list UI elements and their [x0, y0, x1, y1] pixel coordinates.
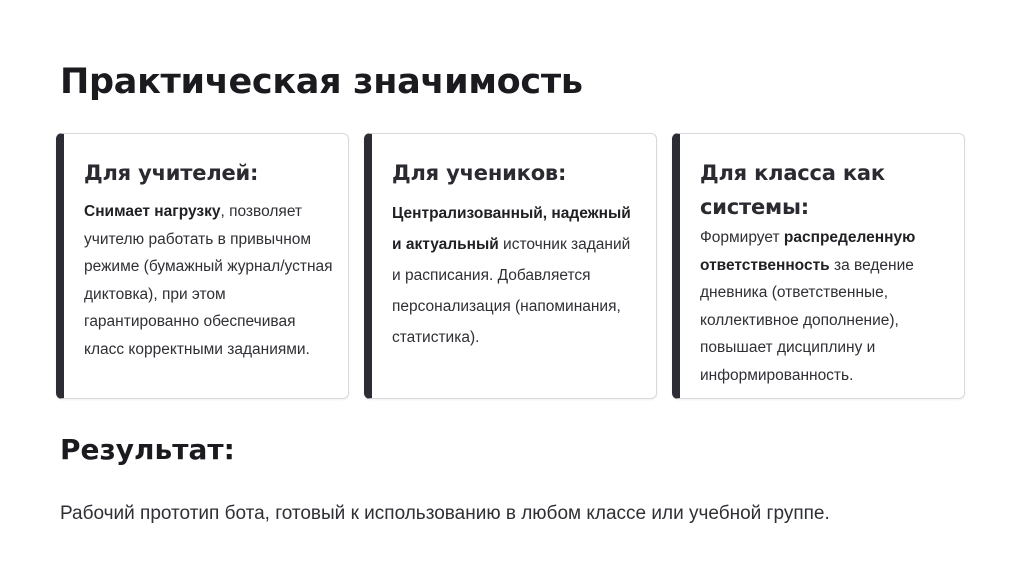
card-heading: Для учителей: [84, 161, 259, 185]
card-body-start: Формирует [700, 229, 784, 246]
card-body: , позволяет учителю работать в привычном режиме (бумажный журнал/устная диктовка), при этом гарантированно обеспечивая класс корректными заданиями. [84, 203, 333, 358]
card-heading: Для учеников: [392, 161, 567, 185]
card-body: источник заданий и расписания. Добавляется персонализация (напоминания, статистика). [392, 236, 631, 346]
card-students [364, 133, 657, 399]
card-text [392, 198, 642, 353]
card-body-end: за ведение дневника (ответственные, коллективное дополнение), повышает дисциплину и информированность. [700, 256, 914, 384]
card-bold-lead: Централизованный, надежный и актуальный [392, 205, 631, 253]
result-text: Рабочий прототип бота, готовый к использованию в любом классе или учебной группе. [60, 503, 830, 524]
result-heading: Результат: [60, 433, 235, 466]
slide-title: Практическая значимость [60, 62, 583, 102]
card-teachers [56, 133, 349, 399]
card-bold-lead: Снимает нагрузку [84, 203, 221, 220]
card-class-system [672, 133, 965, 399]
card-text [700, 224, 950, 389]
card-bold-middle: распределенную ответственность [700, 229, 916, 274]
card-text [84, 198, 334, 363]
cards-row [56, 133, 966, 401]
card-heading: Для класса как системы: [700, 161, 885, 219]
